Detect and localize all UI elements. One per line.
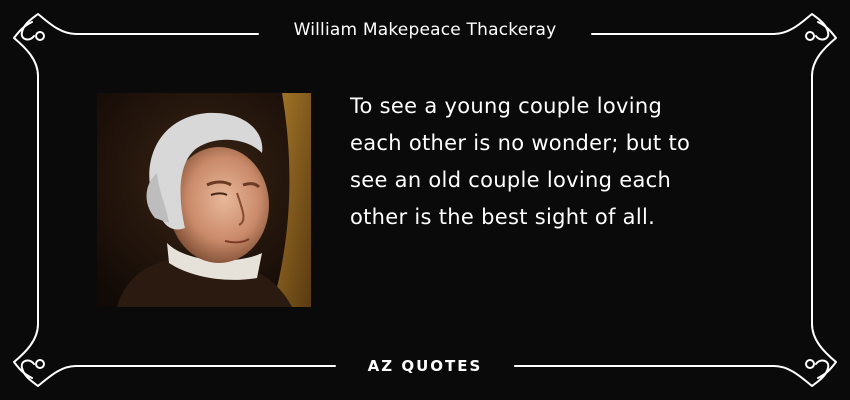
quote-line: each other is no wonder; but to [350,131,691,155]
corner-ornament-top-right [774,14,836,76]
corner-ornament-top-left [14,14,76,76]
quote-line: see an old couple loving each [350,168,672,192]
author-portrait [97,93,311,307]
quote-line: other is the best sight of all. [350,205,656,229]
quote-text [350,88,790,236]
author-name[interactable]: William Makepeace Thackeray [293,20,557,40]
azquotes-logo[interactable]: AZ QUOTES [367,357,483,375]
corner-ornament-bottom-right [774,324,836,386]
quote-line: To see a young couple loving [350,94,663,118]
corner-ornament-bottom-left [14,324,76,386]
